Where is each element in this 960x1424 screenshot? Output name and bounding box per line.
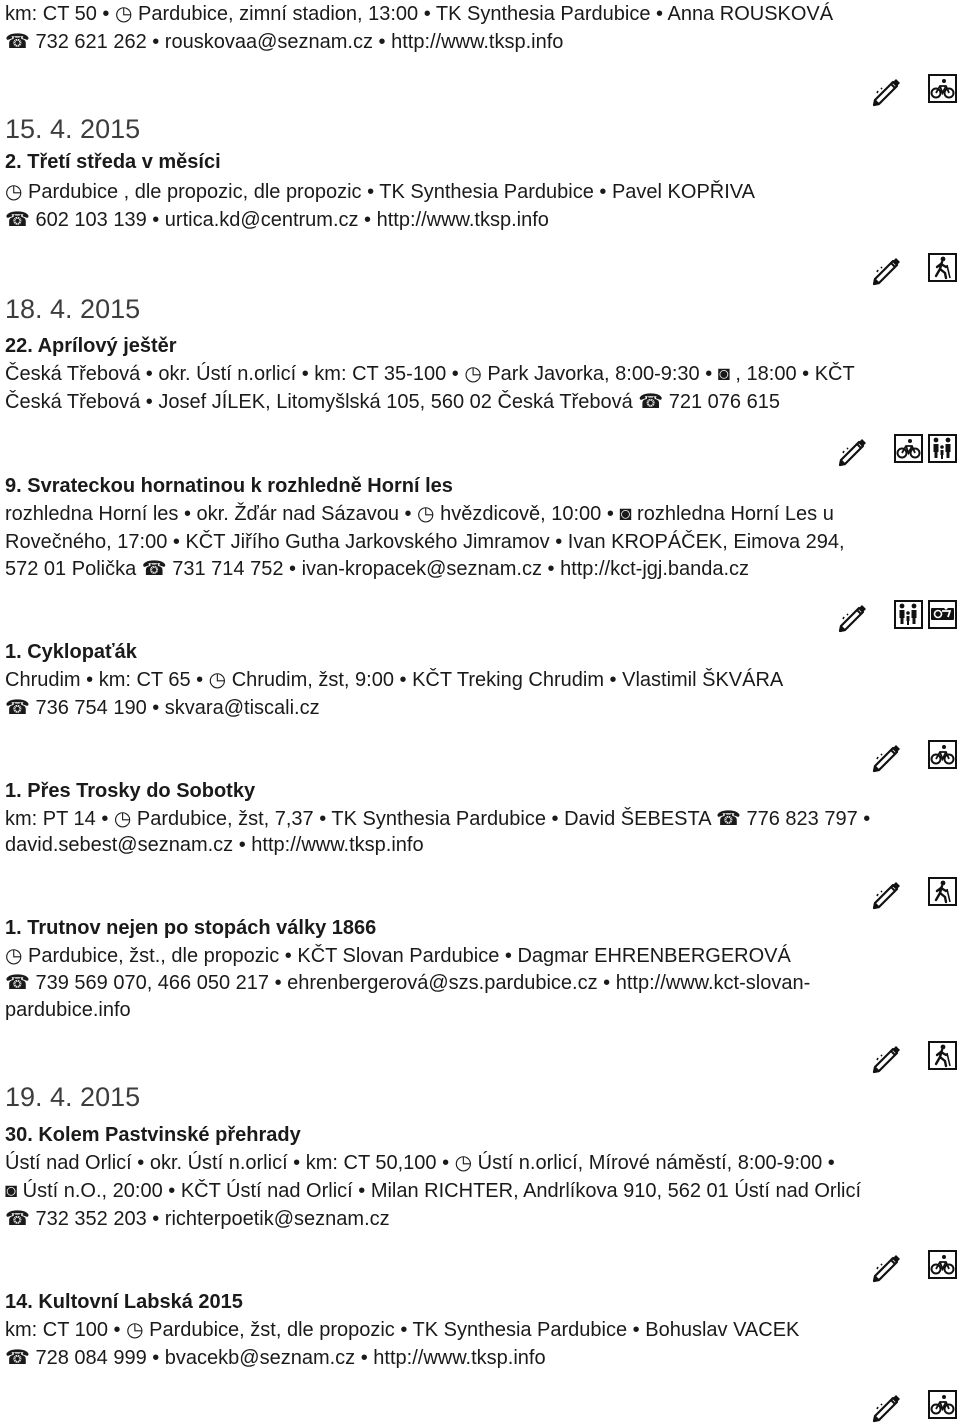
event-contact-line: 572 01 Polička ☎ 731 714 752 • ivan-kropacek@seznam.cz • http://kct-jgj.banda.cz [5, 558, 750, 580]
event-icons [835, 434, 957, 466]
date-heading: 18. 4. 2015 [5, 294, 141, 324]
event-title: 9. Svrateckou hornatinou k rozhledně Horní les [5, 475, 453, 497]
family-icon [894, 600, 923, 629]
event-icons [869, 74, 957, 106]
date-heading: 15. 4. 2015 [5, 114, 141, 144]
family-icon [928, 434, 957, 463]
pencil-icon[interactable] [869, 1041, 903, 1075]
bicycle-icon [928, 74, 957, 103]
event-title: 1. Cyklopaťák [5, 641, 137, 663]
event-contact-line: pardubice.info [5, 999, 131, 1021]
date-heading: 19. 4. 2015 [5, 1082, 141, 1112]
event-title: 30. Kolem Pastvinské přehrady [5, 1124, 301, 1146]
event-detail-line: ◙ Ústí n.O., 20:00 • KČT Ústí nad Orlicí • Milan RICHTER, Andrlíkova 910, 562 01 Ústí nad Orlicí [5, 1180, 862, 1202]
event-detail-line: km: PT 14 • ◷ Pardubice, žst, 7,37 • TK Synthesia Pardubice • David ŠEBESTA ☎ 776 823 797 • [5, 808, 871, 830]
event-detail-line: km: CT 50 • ◷ Pardubice, zimní stadion, 13:00 • TK Synthesia Pardubice • Anna ROUSKOVÁ [5, 3, 834, 25]
event-icons [869, 1041, 957, 1073]
event-title: 1. Přes Trosky do Sobotky [5, 780, 256, 802]
event-icons [869, 1250, 957, 1282]
event-title: 1. Trutnov nejen po stopách války 1866 [5, 917, 377, 939]
event-detail-line: Česká Třebová • okr. Ústí n.orlicí • km: CT 35-100 • ◷ Park Javorka, 8:00-9:30 • ◙ , 18:00 • KČT [5, 363, 855, 385]
event-contact-line: ☎ 602 103 139 • urtica.kd@centrum.cz • http://www.tksp.info [5, 209, 549, 231]
bicycle-icon [928, 1390, 957, 1419]
event-title: 2. Třetí středa v měsíci [5, 151, 221, 173]
pencil-icon[interactable] [869, 877, 903, 911]
event-detail-line: Rovečného, 17:00 • KČT Jiřího Gutha Jarkovského Jimramov • Ivan KROPÁČEK, Eimova 294, [5, 531, 845, 553]
pencil-icon[interactable] [869, 1250, 903, 1284]
walker-icon [928, 253, 957, 282]
event-title: 14. Kultovní Labská 2015 [5, 1291, 243, 1313]
event-detail-line: km: CT 100 • ◷ Pardubice, žst, dle propozic • TK Synthesia Pardubice • Bohuslav VACEK [5, 1319, 800, 1341]
bicycle-icon [928, 1250, 957, 1279]
walker-icon [928, 1041, 957, 1070]
pencil-icon[interactable] [869, 1390, 903, 1424]
event-icons [835, 600, 957, 632]
event-detail-line: Česká Třebová • Josef JÍLEK, Litomyšlská 105, 560 02 Česká Třebová ☎ 721 076 615 [5, 391, 780, 413]
event-detail-line: Chrudim • km: CT 65 • ◷ Chrudim, žst, 9:00 • KČT Treking Chrudim • Vlastimil ŠKVÁRA [5, 669, 784, 691]
pencil-icon[interactable] [869, 740, 903, 774]
event-contact-line: ☎ 732 621 262 • rouskovaa@seznam.cz • http://www.tksp.info [5, 31, 564, 53]
walker-icon [928, 877, 957, 906]
event-icons [869, 1390, 957, 1422]
event-detail-line: ◷ Pardubice , dle propozic, dle propozic • TK Synthesia Pardubice • Pavel KOPŘIVA [5, 181, 755, 203]
bicycle-icon [928, 740, 957, 769]
event-contact-line: ☎ 728 084 999 • bvacekb@seznam.cz • http://www.tksp.info [5, 1347, 546, 1369]
event-contact-line: ☎ 736 754 190 • skvara@tiscali.cz [5, 697, 320, 719]
event-icons [869, 877, 957, 909]
event-icons [869, 740, 957, 772]
event-contact-line: ☎ 732 352 203 • richterpoetik@seznam.cz [5, 1208, 390, 1230]
bicycle-icon [894, 434, 923, 463]
pencil-icon[interactable] [835, 600, 869, 634]
event-detail-line: Ústí nad Orlicí • okr. Ústí n.orlicí • km: CT 50,100 • ◷ Ústí n.orlicí, Mírové náměstí, 8:00-9:00 • [5, 1152, 835, 1174]
event-icons [869, 253, 957, 285]
pencil-icon[interactable] [869, 253, 903, 287]
pencil-icon[interactable] [869, 74, 903, 108]
event-title: 22. Aprílový ještěr [5, 335, 177, 357]
event-detail-line: rozhledna Horní les • okr. Žďár nad Sázavou • ◷ hvězdicově, 10:00 • ◙ rozhledna Horní Les u [5, 503, 834, 525]
event-contact-line: david.sebest@seznam.cz • http://www.tksp.info [5, 834, 424, 856]
wheelchair-icon [928, 600, 957, 629]
event-contact-line: ☎ 739 569 070, 466 050 217 • ehrenbergerová@szs.pardubice.cz • http://www.kct-slovan- [5, 972, 811, 994]
pencil-icon[interactable] [835, 434, 869, 468]
event-detail-line: ◷ Pardubice, žst., dle propozic • KČT Slovan Pardubice • Dagmar EHRENBERGEROVÁ [5, 945, 791, 967]
